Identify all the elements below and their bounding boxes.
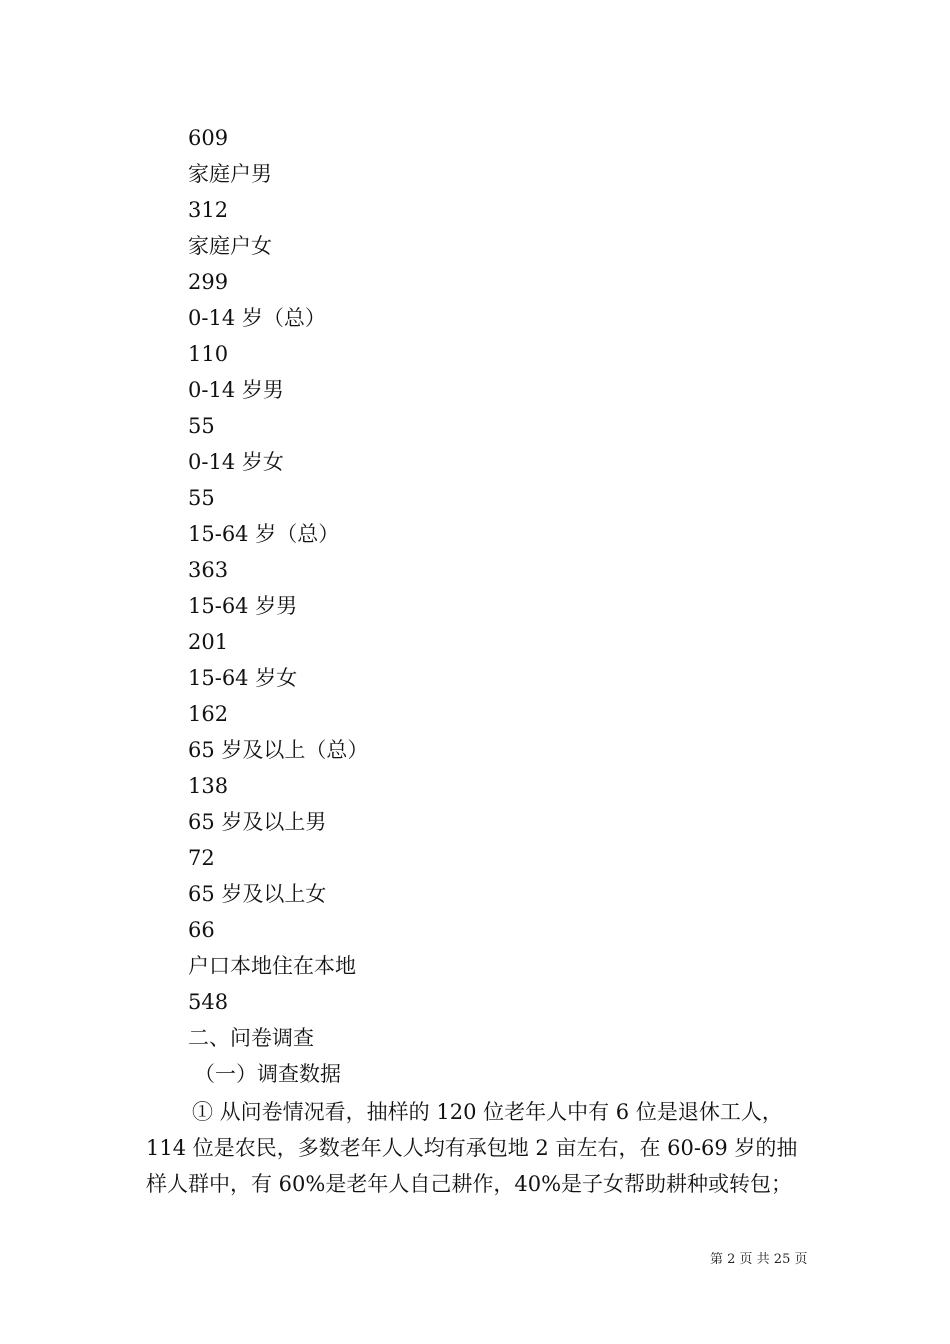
list-item: 138	[188, 774, 229, 798]
list-item: 65 岁及以上女	[188, 882, 327, 906]
list-item: 65 岁及以上男	[188, 810, 327, 834]
paragraph-line: 样人群中，有 60%是老年人自己耕作，40%是子女帮助耕种或转包；	[146, 1172, 793, 1196]
list-item: 0-14 岁（总）	[188, 306, 326, 330]
section-heading: 二、问卷调查	[188, 1026, 314, 1050]
list-item: 55	[188, 414, 215, 438]
list-item: 609	[188, 126, 229, 150]
list-item: 0-14 岁男	[188, 378, 284, 402]
list-item: 家庭户男	[188, 162, 272, 186]
list-item: 110	[188, 342, 229, 366]
list-item: 户口本地住在本地	[188, 954, 356, 978]
data-list	[188, 120, 828, 1092]
list-item: 548	[188, 990, 229, 1014]
list-item: 55	[188, 486, 215, 510]
list-item: 15-64 岁（总）	[188, 522, 340, 546]
list-item: 66	[188, 918, 215, 942]
list-item: 15-64 岁女	[188, 666, 298, 690]
list-item: 299	[188, 270, 229, 294]
list-item: 65 岁及以上（总）	[188, 738, 369, 762]
page-number-footer: 第 2 页 共 25 页	[710, 1252, 808, 1267]
paragraph-line: ① 从问卷情况看，抽样的 120 位老年人中有 6 位是退休工人，	[192, 1100, 783, 1124]
subsection-heading: （一）调查数据	[194, 1062, 341, 1086]
list-item: 家庭户女	[188, 234, 272, 258]
paragraph-line: 114 位是农民，多数老年人人均有承包地 2 亩左右，在 60-69 岁的抽	[146, 1136, 798, 1160]
list-item: 312	[188, 198, 229, 222]
list-item: 162	[188, 702, 229, 726]
body-paragraph	[146, 1094, 826, 1202]
list-item: 0-14 岁女	[188, 450, 284, 474]
list-item: 15-64 岁男	[188, 594, 298, 618]
list-item: 72	[188, 846, 215, 870]
list-item: 201	[188, 630, 229, 654]
list-item: 363	[188, 558, 229, 582]
